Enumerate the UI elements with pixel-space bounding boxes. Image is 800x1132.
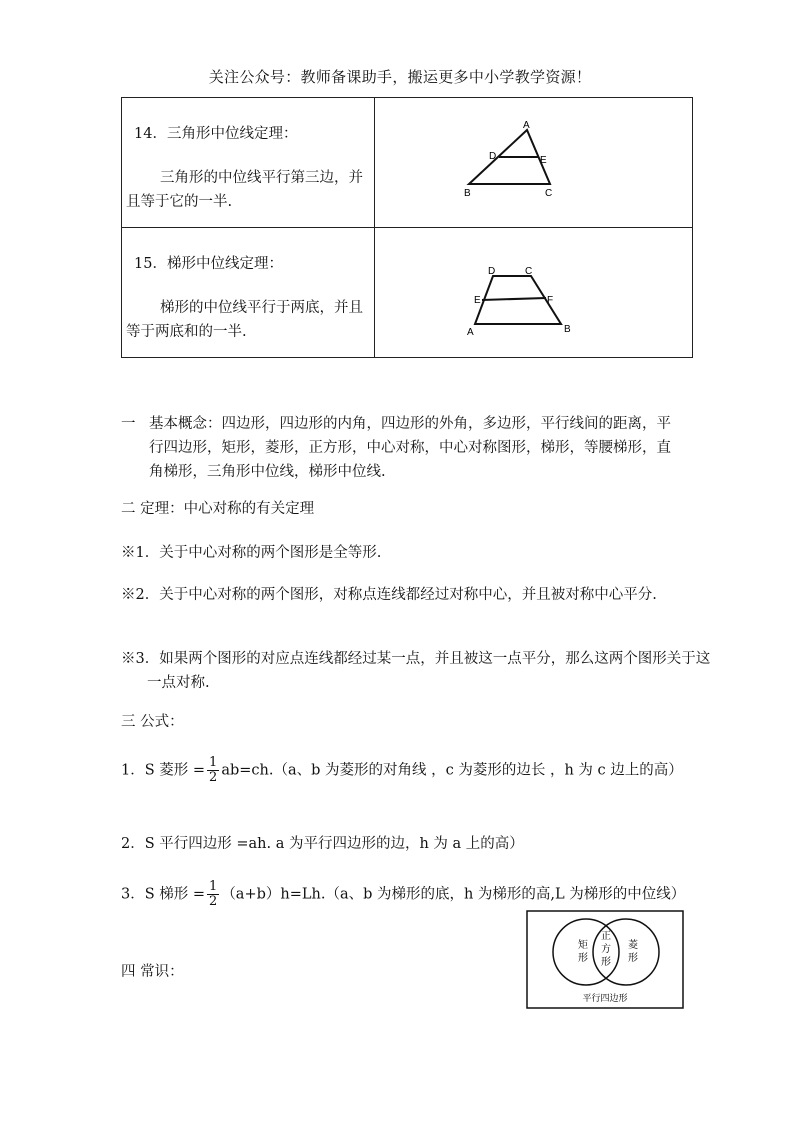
formula-trapezoid bbox=[121, 880, 686, 909]
fraction-numerator: 1 bbox=[209, 879, 218, 894]
venn-label-parallelogram: 平行四边形 bbox=[582, 993, 628, 1003]
theorem-text-cell bbox=[122, 228, 375, 358]
venn-label-rhombus bbox=[628, 938, 638, 964]
formula-parallelogram: 2．S 平行四边形 =ah. a 为平行四边形的边，h 为 a 上的高） bbox=[121, 836, 524, 852]
table-row bbox=[122, 228, 693, 358]
fraction bbox=[207, 756, 219, 785]
venn-label-square bbox=[601, 930, 611, 968]
trapezoid-midline-figure bbox=[375, 228, 692, 353]
formula-text: ab=ch.（a、b 为菱形的对角线 ，c 为菱形的边长 ，h 为 c 边上的高） bbox=[221, 762, 683, 779]
venn-char: 矩 bbox=[578, 940, 588, 951]
section-text: 基本概念：四边形，四边形的内角，四边形的外角，多边形，平行线间的距离，平行四边形，矩形，菱形，正方形，中心对称，中心对称图形，梯形，等腰梯形，直角梯形，三角形中位线，梯形中位线. bbox=[149, 416, 671, 480]
theorem-figure-cell bbox=[375, 98, 693, 228]
list-item: ※1．关于中心对称的两个图形是全等形. bbox=[121, 545, 382, 561]
venn-char: 形 bbox=[578, 953, 588, 964]
triangle-midline-figure bbox=[375, 98, 692, 223]
venn-diagram bbox=[526, 910, 684, 1009]
theorem-text-cell bbox=[122, 98, 375, 228]
section-basic-concepts bbox=[121, 412, 681, 484]
section-heading: 三 公式： bbox=[121, 714, 184, 730]
vertex-label: A bbox=[467, 327, 474, 338]
venn-char: 正 bbox=[601, 931, 611, 942]
fraction-denominator: 2 bbox=[209, 770, 218, 785]
list-item: ※2．关于中心对称的两个图形，对称点连线都经过对称中心，并且被对称中心平分. bbox=[121, 587, 657, 603]
section-heading: 四 常识： bbox=[121, 964, 184, 980]
vertex-label: B bbox=[464, 188, 471, 199]
vertex-label: D bbox=[489, 151, 497, 162]
vertex-label: F bbox=[547, 295, 554, 306]
theorem-title: 14．三角形中位线定理： bbox=[134, 126, 298, 142]
vertex-label: B bbox=[564, 324, 571, 335]
vertex-label: D bbox=[488, 266, 496, 277]
formula-rhombus bbox=[121, 756, 686, 785]
fraction-denominator: 2 bbox=[209, 894, 218, 909]
page-header: 关注公众号：教师备课助手，搬运更多中小学教学资源！ bbox=[208, 68, 592, 86]
vertex-label: E bbox=[474, 295, 481, 306]
formula-prefix: 1．S 菱形 = bbox=[121, 762, 206, 779]
section-marker: 一 bbox=[121, 416, 136, 432]
theorem-table bbox=[121, 97, 693, 358]
venn-char: 方 bbox=[601, 944, 611, 955]
vertex-label: C bbox=[525, 266, 533, 277]
venn-label-rectangle bbox=[578, 938, 588, 964]
venn-char: 形 bbox=[601, 957, 611, 968]
section-heading: 二 定理：中心对称的有关定理 bbox=[121, 501, 315, 517]
theorem-body: 梯形的中位线平行于两底，并且等于两底和的一半. bbox=[126, 300, 363, 340]
formula-prefix: 3．S 梯形 = bbox=[121, 886, 206, 903]
fraction bbox=[207, 880, 219, 909]
list-item: ※3．如果两个图形的对应点连线都经过某一点，并且被这一点平分，那么这两个图形关于这一点对称. bbox=[121, 651, 711, 691]
theorem-body: 三角形的中位线平行第三边，并且等于它的一半. bbox=[126, 170, 363, 210]
venn-char: 菱 bbox=[628, 940, 638, 951]
vertex-label: E bbox=[540, 155, 547, 166]
vertex-label: A bbox=[523, 120, 530, 131]
vertex-label: C bbox=[545, 188, 553, 199]
theorem-figure-cell bbox=[375, 228, 693, 358]
table-row bbox=[122, 98, 693, 228]
venn-char: 形 bbox=[628, 953, 638, 964]
fraction-numerator: 1 bbox=[209, 755, 218, 770]
theorem-title: 15．梯形中位线定理： bbox=[134, 256, 283, 272]
formula-text: （a+b）h=Lh.（a、b 为梯形的底，h 为梯形的高,L 为梯形的中位线） bbox=[221, 886, 686, 903]
